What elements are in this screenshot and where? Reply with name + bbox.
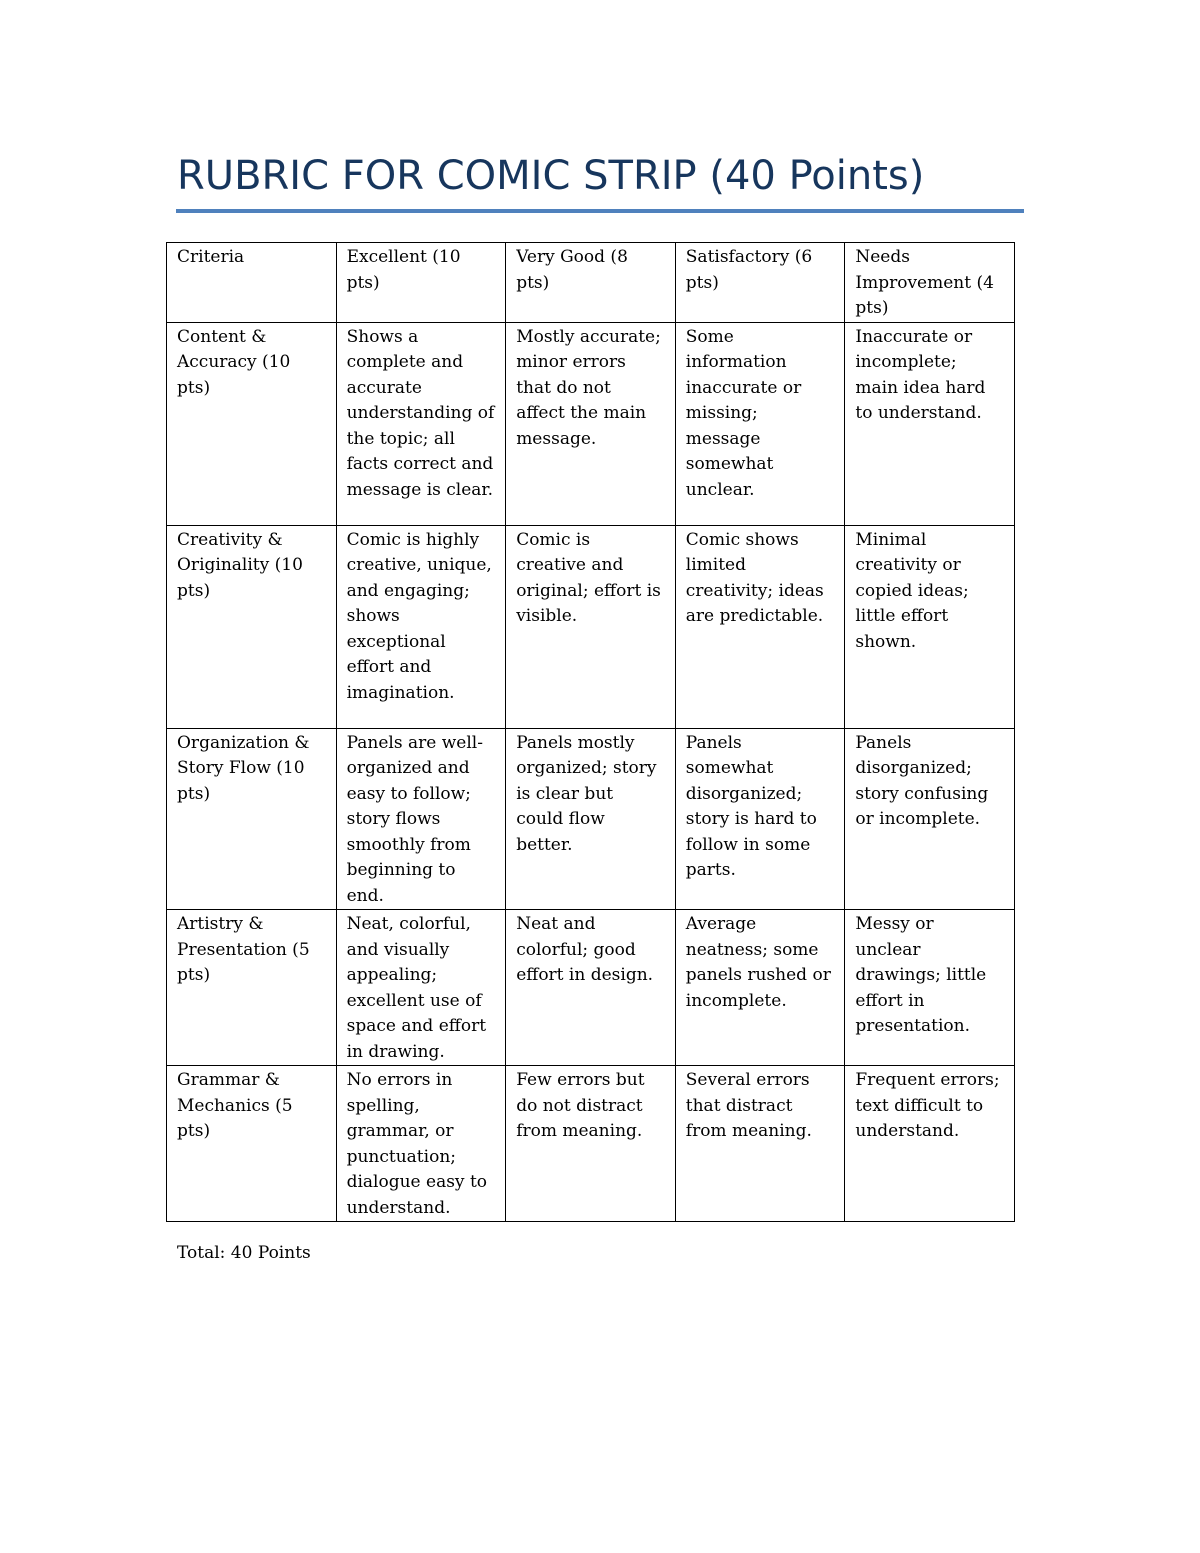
satisfactory-cell: Comic shows limited creativity; ideas are predictable. bbox=[675, 525, 845, 728]
excellent-cell: Panels are well-organized and easy to follow; story flows smoothly from beginning to end. bbox=[336, 728, 506, 910]
criteria-cell: Organization & Story Flow (10 pts) bbox=[167, 728, 337, 910]
criteria-cell: Grammar & Mechanics (5 pts) bbox=[167, 1066, 337, 1222]
needs-improvement-cell: Inaccurate or incomplete; main idea hard to understand. bbox=[845, 322, 1015, 525]
table-row bbox=[167, 1066, 1015, 1222]
very-good-cell: Neat and colorful; good effort in design. bbox=[506, 910, 676, 1066]
table-row bbox=[167, 525, 1015, 728]
header-cell-satisfactory: Satisfactory (6 pts) bbox=[675, 243, 845, 323]
excellent-cell: Neat, colorful, and visually appealing; excellent use of space and effort in drawing. bbox=[336, 910, 506, 1066]
header-cell-criteria: Criteria bbox=[167, 243, 337, 323]
criteria-cell: Content & Accuracy (10 pts) bbox=[167, 322, 337, 525]
excellent-cell: Comic is highly creative, unique, and engaging; shows exceptional effort and imagination. bbox=[336, 525, 506, 728]
very-good-cell: Comic is creative and original; effort is visible. bbox=[506, 525, 676, 728]
satisfactory-cell: Panels somewhat disorganized; story is hard to follow in some parts. bbox=[675, 728, 845, 910]
excellent-cell: No errors in spelling, grammar, or punctuation; dialogue easy to understand. bbox=[336, 1066, 506, 1222]
satisfactory-cell: Average neatness; some panels rushed or incomplete. bbox=[675, 910, 845, 1066]
header-cell-very-good: Very Good (8 pts) bbox=[506, 243, 676, 323]
very-good-cell: Few errors but do not distract from meaning. bbox=[506, 1066, 676, 1222]
excellent-cell: Shows a complete and accurate understanding of the topic; all facts correct and message is clear. bbox=[336, 322, 506, 525]
needs-improvement-cell: Minimal creativity or copied ideas; little effort shown. bbox=[845, 525, 1015, 728]
very-good-cell: Panels mostly organized; story is clear but could flow better. bbox=[506, 728, 676, 910]
very-good-cell: Mostly accurate; minor errors that do not affect the main message. bbox=[506, 322, 676, 525]
satisfactory-cell: Several errors that distract from meaning. bbox=[675, 1066, 845, 1222]
criteria-cell: Artistry & Presentation (5 pts) bbox=[167, 910, 337, 1066]
satisfactory-cell: Some information inaccurate or missing; message somewhat unclear. bbox=[675, 322, 845, 525]
table-row bbox=[167, 728, 1015, 910]
header-cell-needs-improvement: Needs Improvement (4 pts) bbox=[845, 243, 1015, 323]
rubric-table bbox=[166, 242, 1015, 1222]
table-header-row bbox=[167, 243, 1015, 323]
title-underline bbox=[176, 209, 1024, 213]
table-row bbox=[167, 322, 1015, 525]
needs-improvement-cell: Panels disorganized; story confusing or incomplete. bbox=[845, 728, 1015, 910]
page-title: RUBRIC FOR COMIC STRIP (40 Points) bbox=[177, 153, 925, 199]
needs-improvement-cell: Frequent errors; text difficult to understand. bbox=[845, 1066, 1015, 1222]
criteria-cell: Creativity & Originality (10 pts) bbox=[167, 525, 337, 728]
table-row bbox=[167, 910, 1015, 1066]
header-cell-excellent: Excellent (10 pts) bbox=[336, 243, 506, 323]
needs-improvement-cell: Messy or unclear drawings; little effort in presentation. bbox=[845, 910, 1015, 1066]
total-points: Total: 40 Points bbox=[177, 1243, 311, 1263]
